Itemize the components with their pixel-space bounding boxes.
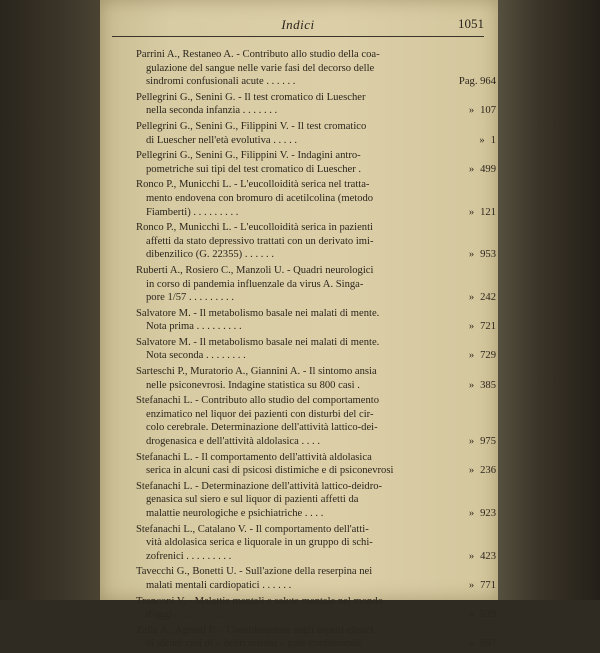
entry-text <box>136 91 496 118</box>
entry-page-number: 242 <box>480 292 496 304</box>
entry-line: malati mentali cardiopatici . . . . . . <box>146 579 292 591</box>
index-entry <box>136 451 496 478</box>
background-right <box>498 0 600 600</box>
entry-text <box>136 451 496 478</box>
entry-line: Nota prima . . . . . . . . . <box>146 321 242 333</box>
index-entry <box>136 365 496 392</box>
entry-page-ref <box>469 379 496 393</box>
entry-page-number: 697 <box>480 638 496 650</box>
entry-text <box>136 336 496 363</box>
ditto-mark: » <box>479 134 485 146</box>
entry-line: gulazione del sangue nelle varie fasi del decorso delle <box>146 62 375 74</box>
entry-page-ref <box>469 349 496 363</box>
entry-page-number: 236 <box>480 465 496 477</box>
entry-line: Tronconi V. - Malattie mentali e salute mentale nel mondo <box>136 595 383 607</box>
entry-line: Stefanachi L., Catalano V. - Il comportamento dell'atti- <box>136 523 369 535</box>
entry-page-ref <box>469 579 496 593</box>
entry-line: affetti da stato depressivo trattati con un derivato imi- <box>146 235 374 247</box>
entry-page-ref <box>469 163 496 177</box>
entry-line: dibenzilico (G. 22355) . . . . . . <box>146 249 274 261</box>
entry-text <box>136 595 496 622</box>
entry-line: Pellegrini G., Senini G. - Il test cromatico di Luescher <box>136 91 366 103</box>
entry-text <box>136 264 496 305</box>
index-entry <box>136 394 496 448</box>
index-entry <box>136 565 496 592</box>
entry-page-ref <box>469 507 496 521</box>
entry-line: enzimatico nel liquor dei pazienti con disturbi del cir- <box>146 408 374 420</box>
ditto-mark: » <box>468 249 475 261</box>
entry-text <box>136 365 496 392</box>
index-entry <box>136 523 496 564</box>
entry-page-number: 121 <box>480 206 496 218</box>
entry-page-ref <box>469 104 496 118</box>
entry-page-number: 771 <box>480 579 496 591</box>
entry-page-ref <box>479 134 496 148</box>
entry-page-number: 385 <box>480 379 496 391</box>
entry-page-ref <box>469 608 496 622</box>
entry-line: Tavecchi G., Bonetti U. - Sull'azione della reserpina nei <box>136 566 373 578</box>
running-head <box>112 16 484 37</box>
index-entry <box>136 48 496 89</box>
entry-line: pometriche sui tipi del test cromatico di Luescher . <box>146 163 362 175</box>
entry-line: Salvatore M. - Il metabolismo basale nei malati di mente. <box>136 336 380 348</box>
entry-line: di Luescher nell'età evolutiva . . . . . <box>146 134 298 146</box>
entry-page-ref <box>469 435 496 449</box>
entry-line: Fiamberti) . . . . . . . . . <box>146 206 239 218</box>
background-left <box>0 0 100 600</box>
entry-page-ref <box>459 75 496 89</box>
entry-text <box>136 565 496 592</box>
entry-page-number: 923 <box>480 508 496 519</box>
entry-line: serica in alcuni casi di psicosi distimiche e di psiconevrosi <box>146 465 394 477</box>
entry-page-ref <box>469 320 496 334</box>
index-entry <box>136 264 496 305</box>
entry-page-number: 953 <box>480 249 496 261</box>
entry-line: sindromi confusionali acute . . . . . . <box>146 76 296 88</box>
entry-page-number: 107 <box>480 105 496 117</box>
entry-text <box>136 178 496 219</box>
ditto-mark: » <box>468 206 475 218</box>
entry-text <box>136 221 496 262</box>
entry-page-number: 539 <box>480 609 496 621</box>
entry-line: Salvatore M. - Il metabolismo basale nei malati di mente. <box>136 307 380 319</box>
ditto-mark: » <box>468 436 475 448</box>
index-entry <box>136 307 496 334</box>
entry-page-ref <box>469 291 496 305</box>
index-entry <box>136 120 496 147</box>
entry-text <box>136 624 496 651</box>
entry-text <box>136 480 496 521</box>
entry-page-ref <box>469 206 496 220</box>
entry-line: colo cerebrale. Determinazione dell'attività lattico-dei- <box>146 422 378 434</box>
index-entry <box>136 595 496 622</box>
entry-text <box>136 394 496 448</box>
entry-line: di alcuni casi di « deliri residui » post-confusionali <box>146 638 362 650</box>
entry-line: Parrini A., Restaneo A. - Contributo allo studio della coa- <box>136 49 380 60</box>
entry-text <box>136 120 496 147</box>
ditto-mark: » <box>468 638 475 650</box>
ditto-mark: » <box>468 321 475 333</box>
entry-page-number: 423 <box>480 550 496 562</box>
index-entry <box>136 221 496 262</box>
index-entry <box>136 336 496 363</box>
page-number: 1051 <box>458 16 484 31</box>
index-entry <box>136 178 496 219</box>
entry-page-number: 499 <box>480 163 496 175</box>
entry-page-ref <box>469 637 496 651</box>
entry-line: zofrenici . . . . . . . . . <box>146 550 232 562</box>
entry-line: drogenasica e dell'attività aldolasica . . . . <box>146 436 320 448</box>
ditto-mark: » <box>468 609 475 621</box>
entry-page-number: 729 <box>480 350 496 362</box>
entry-line: d'oggi . . . . . . . . . . <box>146 609 226 621</box>
index-entry <box>136 149 496 176</box>
ditto-mark: » <box>468 292 475 304</box>
entry-line: mento endovena con bromuro di acetilcolina (metodo <box>146 192 374 204</box>
index-entry <box>136 624 496 651</box>
entry-page-number: 1 <box>490 134 496 146</box>
entry-line: Stefanachi L. - Determinazione dell'attività lattico-deidro- <box>136 480 383 492</box>
entry-line: nella seconda infanzia . . . . . . . <box>146 105 278 117</box>
entry-line: Nota seconda . . . . . . . . <box>146 350 246 362</box>
entry-page-ref <box>469 464 496 478</box>
entry-page-ref <box>469 248 496 262</box>
entry-line: Sarteschi P., Muratorio A., Giannini A. - Il sintomo ansia <box>136 366 377 378</box>
entry-page-number: 721 <box>480 321 496 333</box>
book-page <box>100 0 498 650</box>
ditto-mark: » <box>468 163 475 175</box>
entry-line: Ruberti A., Rosiero C., Manzoli U. - Quadri neurologici <box>136 264 374 276</box>
entry-page-ref <box>469 550 496 564</box>
ditto-mark: » <box>468 550 475 562</box>
ditto-mark: » <box>468 465 475 477</box>
ditto-mark: » <box>468 579 475 591</box>
entry-line: pore 1/57 . . . . . . . . . <box>146 292 234 304</box>
entry-line: Pellegrini G., Senini G., Filippini V. - Il test cromatico <box>136 120 367 132</box>
entry-line: Pellegrini G., Senini G., Filippini V. - Indagini antro- <box>136 150 361 162</box>
ditto-mark: » <box>468 379 475 391</box>
index-entry <box>136 91 496 118</box>
entry-page-number: 975 <box>480 436 496 448</box>
entry-line: nelle psiconevrosi. Indagine statistica su 800 casi . <box>146 379 360 391</box>
entry-text <box>136 149 496 176</box>
ditto-mark: » <box>468 105 475 117</box>
entry-line: Ronco P., Municchi L. - L'eucolloidità serica nel tratta- <box>136 179 370 191</box>
ditto-mark: » <box>468 350 475 362</box>
entry-line: in corso di pandemia influenzale da virus A. Singa- <box>146 278 364 290</box>
entry-page-number: Pag. 964 <box>458 76 496 88</box>
entry-line: Stefanachi L. - Il comportamento dell'attività aldolasica <box>136 451 372 463</box>
index-list <box>136 48 496 653</box>
entry-text <box>136 523 496 564</box>
entry-line: vità aldolasica serica e liquorale in un gruppo di schi- <box>146 537 373 549</box>
entry-line: genasica sul siero e sul liquor di pazienti affetti da <box>146 494 359 506</box>
entry-line: malattie neurologiche e psichiatriche . . . . <box>146 508 324 519</box>
index-entry <box>136 480 496 521</box>
running-head-title: Indici <box>281 17 315 32</box>
entry-text <box>136 307 496 334</box>
entry-line: Zalla A., Agresti E. - Considerazioni sugli aspetti clinici <box>136 624 374 636</box>
entry-text <box>136 48 496 89</box>
ditto-mark: » <box>468 508 475 519</box>
entry-line: Ronco P., Municchi L. - L'eucolloidità serica in pazienti <box>136 222 373 234</box>
entry-line: Stefanachi L. - Contributo allo studio del comportamento <box>136 395 380 407</box>
